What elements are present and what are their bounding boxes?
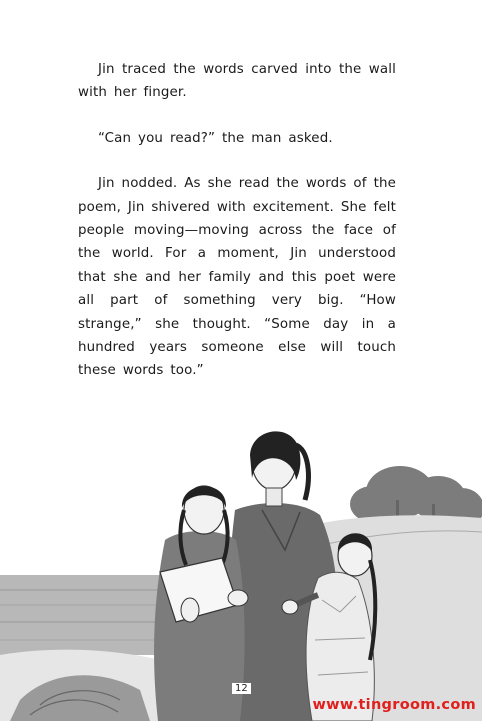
page-number: 12 (232, 683, 251, 694)
paragraph-1: Jin traced the words carved into the wall with her finger. (78, 62, 396, 101)
paragraph-3: Jin nodded. As she read the words of the poem, Jin shivered with excitement. She felt people moving—moving across the face of the world. For a moment, Jin understood that she and her family and this poet were all part of something very big. “How strange,” she thought. “Some day in a hundred years someone else will touch these words too.” (78, 176, 396, 379)
illustration-jin-family-reading-letter (0, 400, 482, 721)
paragraph-2: “Can you read?” the man asked. (98, 130, 333, 146)
watermark: www.tingroom.com (312, 697, 476, 713)
